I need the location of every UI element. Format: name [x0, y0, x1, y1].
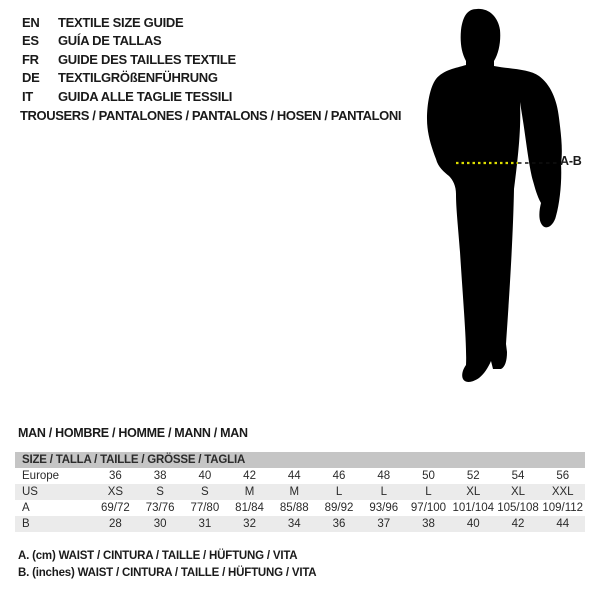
language-code: ES: [22, 33, 39, 49]
table-cell: 52: [466, 470, 480, 482]
table-cell: 46: [332, 470, 346, 482]
language-row-fr: [22, 50, 236, 69]
table-cell: 40: [198, 470, 212, 482]
table-cell: 109/112: [542, 502, 584, 514]
table-cell: 101/104: [452, 502, 495, 514]
size-table: [15, 452, 585, 532]
table-cell: 97/100: [410, 502, 447, 514]
language-code: FR: [22, 51, 39, 67]
table-cell: 34: [287, 518, 301, 530]
table-row-b-inches: [15, 516, 585, 532]
table-cell: 44: [287, 470, 301, 482]
row-label: A: [22, 502, 30, 514]
language-list: [22, 13, 236, 106]
section-title-man: MAN / HOMBRE / HOMME / MANN / MAN: [18, 426, 248, 440]
garment-title: TROUSERS / PANTALONES / PANTALONS / HOSEN / PANTALONI: [20, 108, 402, 123]
table-cell: 69/72: [100, 502, 130, 514]
table-cell: XL: [466, 486, 481, 498]
language-code: DE: [22, 70, 40, 86]
table-row-europe: [15, 468, 585, 484]
footnote-b-inches: B. (inches) WAIST / CINTURA / TAILLE / HÜFTUNG / VITA: [18, 567, 317, 579]
table-cell: 37: [377, 518, 391, 530]
language-title: TEXTILE SIZE GUIDE: [58, 14, 184, 30]
table-cell: L: [425, 486, 432, 498]
table-row-a-cm: [15, 500, 585, 516]
row-label: Europe: [22, 470, 60, 482]
table-cell: 32: [243, 518, 256, 530]
table-cell: S: [156, 486, 164, 498]
table-cell: 48: [377, 470, 391, 482]
table-cell: 40: [466, 518, 480, 530]
table-cell: XXL: [551, 486, 574, 498]
language-row-de: [22, 69, 236, 88]
table-cell: 77/80: [190, 502, 220, 514]
table-cell: 36: [332, 518, 346, 530]
table-cell: L: [380, 486, 387, 498]
table-cell: M: [289, 486, 300, 498]
table-cell: 28: [108, 518, 122, 530]
table-cell: 73/76: [145, 502, 175, 514]
language-code: EN: [22, 14, 40, 30]
man-silhouette-figure: [410, 0, 600, 400]
language-title: GUIDA ALLE TAGLIE TESSILI: [58, 88, 233, 104]
table-cell: 36: [108, 470, 122, 482]
table-cell: 93/96: [369, 502, 399, 514]
language-title: TEXTILGRÖßENFÜHRUNG: [58, 70, 218, 86]
table-cell: 44: [556, 518, 570, 530]
footnote-a-cm: A. (cm) WAIST / CINTURA / TAILLE / HÜFTUNG / VITA: [18, 550, 298, 562]
table-cell: 42: [243, 470, 256, 482]
table-cell: 42: [511, 518, 525, 530]
language-title: GUIDE DES TAILLES TEXTILE: [58, 51, 236, 67]
table-cell: M: [244, 486, 255, 498]
man-silhouette: [427, 9, 562, 382]
language-row-it: [22, 87, 236, 106]
table-cell: 54: [511, 470, 525, 482]
table-row-us: [15, 484, 585, 500]
language-row-en: [22, 13, 236, 32]
table-cell: 89/92: [324, 502, 354, 514]
table-cell: 50: [422, 470, 435, 482]
table-cell: 31: [198, 518, 212, 530]
table-cell: XL: [510, 486, 526, 498]
language-title: GUÍA DE TALLAS: [58, 33, 162, 49]
table-cell: 85/88: [279, 502, 309, 514]
language-row-es: [22, 32, 236, 51]
table-cell: S: [201, 486, 209, 498]
table-cell: 38: [153, 470, 167, 482]
table-cell: 105/108: [497, 502, 539, 514]
waist-measure-label: A-B: [560, 154, 582, 168]
table-cell: 56: [556, 470, 570, 482]
table-cell: 38: [422, 518, 435, 530]
language-code: IT: [22, 88, 33, 104]
table-cell: XS: [107, 486, 124, 498]
row-label: US: [22, 486, 38, 498]
measurement-footnotes: [18, 550, 316, 584]
table-cell: 81/84: [235, 502, 264, 514]
row-label: B: [22, 518, 30, 530]
size-table-header: SIZE / TALLA / TAILLE / GRÖSSE / TAGLIA: [15, 452, 585, 468]
table-cell: L: [335, 486, 343, 498]
man-silhouette-svg: [410, 0, 600, 400]
table-cell: 30: [153, 518, 167, 530]
